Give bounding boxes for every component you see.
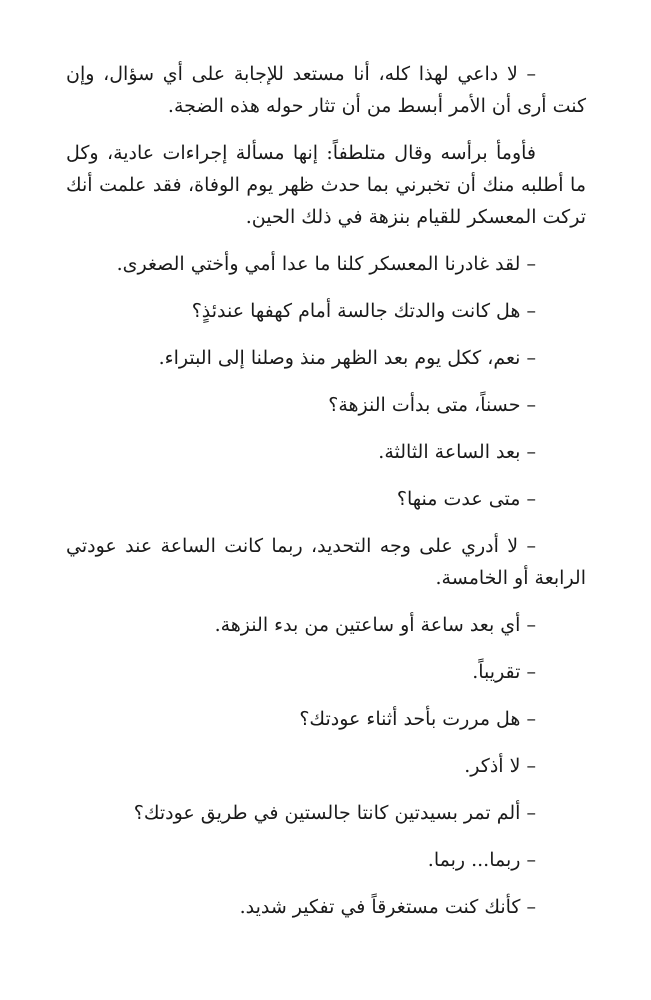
- paragraph: – كأنك كنت مستغرقاً في تفكير شديد.: [239, 896, 536, 918]
- paragraph: – ربما... ربما.: [427, 849, 536, 871]
- paragraph: – أي بعد ساعة أو ساعتين من بدء النزهة.: [214, 614, 536, 636]
- paragraph: – لقد غادرنا المعسكر كلنا ما عدا أمي وأختي الصغرى.: [116, 253, 536, 275]
- paragraph: – تقريباً.: [472, 661, 536, 683]
- paragraph: – متى عدت منها؟: [396, 488, 536, 510]
- paragraph: – لا أدري على وجه التحديد، ربما كانت الساعة عند عودتي الرابعة أو الخامسة.: [66, 535, 586, 589]
- paragraph: – حسناً، متى بدأت النزهة؟: [328, 394, 536, 416]
- paragraph: – هل كانت والدتك جالسة أمام كهفها عندئذٍ؟: [191, 300, 536, 322]
- paragraph: – بعد الساعة الثالثة.: [378, 441, 536, 463]
- paragraph: – هل مررت بأحد أثناء عودتك؟: [299, 708, 536, 730]
- document-page: [66, 58, 586, 938]
- paragraph: – لا داعي لهذا كله، أنا مستعد للإجابة على أي سؤال، وإن كنت أرى أن الأمر أبسط من أن تثار حوله هذه الضجة.: [66, 63, 586, 117]
- paragraph: – ألم تمر بسيدتين كانتا جالستين في طريق عودتك؟: [133, 802, 536, 824]
- paragraph: – لا أذكر.: [464, 755, 536, 777]
- paragraph: – نعم، ككل يوم بعد الظهر منذ وصلنا إلى البتراء.: [158, 347, 536, 369]
- paragraph: فأومأ برأسه وقال متلطفاً: إنها مسألة إجراءات عادية، وكل ما أطلبه منك أن تخبرني بما حدث ظهر يوم الوفاة، فقد علمت أنك تركت المعسكر للقيام بنزهة في ذلك الحين.: [66, 142, 586, 228]
